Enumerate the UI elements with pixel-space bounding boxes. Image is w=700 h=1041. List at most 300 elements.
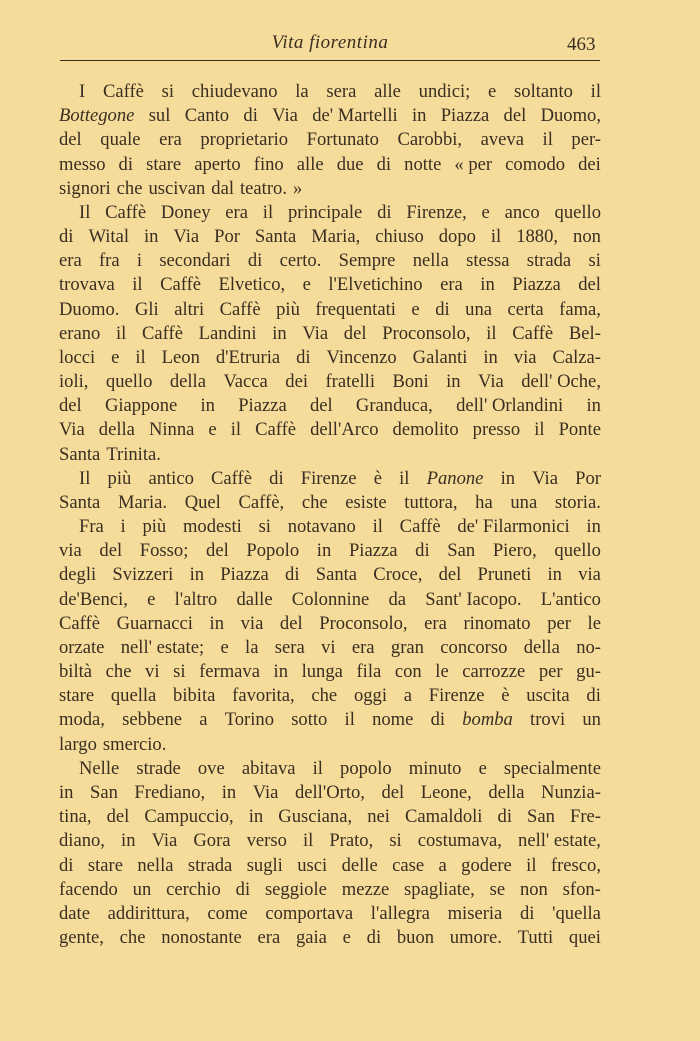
word: notavano xyxy=(287,516,356,538)
text-line xyxy=(59,104,601,128)
word: se xyxy=(489,878,506,900)
word: Trinita. xyxy=(106,443,161,465)
word: Caffè xyxy=(59,612,100,634)
word: Santa xyxy=(59,443,101,465)
word: del xyxy=(309,395,333,417)
word: frequentati xyxy=(315,298,396,320)
text-line xyxy=(59,201,601,225)
word: proprietario xyxy=(200,129,289,151)
word: principale xyxy=(287,201,363,223)
word: il xyxy=(526,854,537,876)
word: in xyxy=(209,612,225,634)
word: Fosso; xyxy=(139,540,189,562)
word: Gli xyxy=(134,298,159,320)
word: fila xyxy=(356,661,382,683)
word: Caffè, xyxy=(238,491,285,513)
word: Popolo xyxy=(246,540,300,562)
word: in xyxy=(483,346,498,368)
word: della xyxy=(488,781,525,803)
text-line xyxy=(59,708,601,732)
word: per- xyxy=(571,129,601,151)
word: Piero, xyxy=(492,540,537,562)
word: teatro. xyxy=(240,177,287,199)
word: Piazza xyxy=(348,540,398,562)
word: Nunzia- xyxy=(541,781,601,803)
word: fama, xyxy=(559,298,601,320)
word: 1880, xyxy=(516,226,559,248)
word: che xyxy=(116,177,143,199)
word: Canto xyxy=(184,105,230,127)
word: Caffè xyxy=(102,81,144,102)
word: in xyxy=(586,395,601,417)
word: sfon- xyxy=(562,878,601,900)
word: Por xyxy=(214,226,240,248)
word: i xyxy=(136,250,143,272)
text-line xyxy=(59,588,601,612)
word: Santa xyxy=(59,491,101,513)
word: il xyxy=(135,346,146,368)
word: Carobbi, xyxy=(397,129,463,151)
word: le xyxy=(587,612,601,634)
word: locci xyxy=(59,346,96,368)
word: da xyxy=(388,588,407,610)
word: era xyxy=(257,927,281,949)
word: comportava xyxy=(265,902,354,924)
word: secondari xyxy=(159,250,231,272)
word: Via xyxy=(532,467,558,489)
word: date xyxy=(59,902,90,924)
word: Granduca, xyxy=(355,395,433,417)
word: erano xyxy=(59,322,101,344)
word: in xyxy=(272,322,287,344)
word: sugli xyxy=(246,854,283,876)
word: L'antico xyxy=(540,588,601,610)
word: Caffè xyxy=(219,298,261,320)
word: Wital xyxy=(88,226,129,248)
word: de' Filarmonici xyxy=(457,516,570,538)
word: seggiole xyxy=(264,878,327,900)
word: del xyxy=(381,781,405,803)
word: l'altro xyxy=(174,588,218,610)
word: dell' Oche, xyxy=(521,371,601,393)
word: spagliate, xyxy=(404,878,475,900)
text-line xyxy=(59,902,601,926)
word: un xyxy=(132,878,152,900)
word: antico xyxy=(148,467,194,489)
word: ove xyxy=(197,757,225,779)
word: che xyxy=(119,927,146,949)
word: è xyxy=(373,467,382,489)
word: di xyxy=(243,105,258,127)
text-line xyxy=(59,636,601,660)
word: dal xyxy=(211,177,234,199)
word: di xyxy=(59,226,74,248)
word: il xyxy=(302,830,314,852)
word: era xyxy=(225,201,248,223)
word: la xyxy=(245,636,259,658)
word: Landini xyxy=(198,322,257,344)
text-line xyxy=(59,370,601,394)
word: ha xyxy=(475,491,493,513)
word: Svizzeri xyxy=(112,564,174,586)
word: Via xyxy=(252,781,279,803)
text-line xyxy=(59,249,601,273)
word: signori xyxy=(59,177,111,199)
word: degli xyxy=(59,564,97,586)
word: « per xyxy=(454,153,493,175)
word: Vacca xyxy=(223,371,268,393)
word: Galanti xyxy=(412,346,468,368)
word: come xyxy=(207,902,248,924)
word: certo. xyxy=(279,250,322,272)
word: demolito xyxy=(392,419,459,441)
text-line xyxy=(59,491,601,515)
word: chiuso xyxy=(375,226,424,248)
word: di xyxy=(235,878,251,900)
word: Piazza xyxy=(440,105,490,127)
italic-word: Panone xyxy=(426,467,484,489)
word: Via xyxy=(478,371,504,393)
word: Campuccio, xyxy=(144,806,234,828)
word: San xyxy=(90,781,118,803)
word: in xyxy=(547,564,562,586)
word: Via xyxy=(173,226,200,248)
word: oggi xyxy=(353,685,387,707)
word: Sempre xyxy=(338,250,396,272)
word: certa xyxy=(507,298,544,320)
word: è xyxy=(501,685,510,707)
word: orzate xyxy=(59,636,105,658)
text-line xyxy=(59,878,601,902)
word: Gora xyxy=(193,830,231,852)
word: Por xyxy=(575,467,601,489)
word: storia. xyxy=(554,491,601,513)
word: due xyxy=(336,153,364,175)
word: cerchio xyxy=(166,878,221,900)
body-text xyxy=(59,80,601,950)
word: rinomato xyxy=(463,612,531,634)
word: più xyxy=(276,298,300,320)
text-line xyxy=(59,225,601,249)
word: smercio. xyxy=(102,733,167,755)
word: sotto xyxy=(291,709,328,731)
word: si xyxy=(588,250,601,272)
word: aveva xyxy=(480,129,524,151)
word: de' Martelli xyxy=(312,105,398,127)
word: di xyxy=(59,854,74,876)
word: Caffè xyxy=(255,419,297,441)
word: Camaldoli xyxy=(404,806,483,828)
word: lunga xyxy=(301,661,343,683)
word: notte xyxy=(404,153,442,175)
word: San xyxy=(527,806,555,828)
word: il xyxy=(486,322,497,344)
text-line xyxy=(59,781,601,805)
word: umore. xyxy=(449,927,502,949)
word: Elvetico, xyxy=(218,274,286,296)
word: aperto xyxy=(194,153,241,175)
word: delle xyxy=(341,854,378,876)
word: largo xyxy=(59,733,97,755)
word: sera xyxy=(326,81,357,102)
word: nome xyxy=(372,709,414,731)
word: la xyxy=(295,81,309,102)
word: Caffè xyxy=(399,516,441,538)
word: Caffè xyxy=(160,274,202,296)
word: era xyxy=(159,129,182,151)
word: e xyxy=(302,274,311,296)
word: Fre- xyxy=(570,806,601,828)
word: non xyxy=(573,226,601,248)
word: strada xyxy=(526,250,572,272)
word: Piazza xyxy=(220,564,269,586)
word: e xyxy=(111,346,120,368)
word: e xyxy=(208,419,217,441)
word: Frediano, xyxy=(134,781,206,803)
word: Quel xyxy=(184,491,221,513)
word: undici; xyxy=(418,81,471,102)
text-line xyxy=(59,805,601,829)
word: alle xyxy=(296,153,324,175)
word: fermava xyxy=(199,661,260,683)
word: in xyxy=(500,467,516,489)
word: Proconsolo, xyxy=(382,322,471,344)
word: quella xyxy=(110,685,157,707)
word: fratelli xyxy=(325,371,376,393)
word: il xyxy=(372,516,383,538)
word: l'Elvetichino xyxy=(328,274,423,296)
word: gran xyxy=(390,636,424,658)
italic-word: Bottegone xyxy=(59,105,135,127)
word: trovava xyxy=(59,274,115,296)
page-header xyxy=(60,30,600,61)
word: via xyxy=(240,612,264,634)
word: del xyxy=(438,564,462,586)
word: in xyxy=(143,226,159,248)
word: dopo xyxy=(438,226,476,248)
word: Via xyxy=(151,830,178,852)
word: si xyxy=(258,516,271,538)
word: e xyxy=(220,636,229,658)
word: di xyxy=(497,806,512,828)
word: a xyxy=(403,685,413,707)
word: il xyxy=(132,274,143,296)
word: Caffè xyxy=(142,322,183,344)
word: nell' estate, xyxy=(518,830,601,852)
word: stare xyxy=(146,153,182,175)
word: una xyxy=(510,491,538,513)
word: Santa xyxy=(254,226,297,248)
word: il xyxy=(262,201,274,223)
text-line xyxy=(59,612,601,636)
word: Leon xyxy=(161,346,200,368)
word: si xyxy=(173,661,186,683)
word: addirittura, xyxy=(107,902,190,924)
word: il xyxy=(542,129,553,151)
word: in xyxy=(59,781,74,803)
word: uscita xyxy=(526,685,570,707)
word: Caffè xyxy=(105,201,147,223)
word: Torino xyxy=(224,709,274,731)
word: case xyxy=(392,854,425,876)
word: gente, xyxy=(59,927,104,949)
text-line xyxy=(59,684,601,708)
word: che xyxy=(311,685,338,707)
word: uscivan xyxy=(148,177,206,199)
word: si xyxy=(389,830,402,852)
page-number: 463 xyxy=(567,34,596,55)
word: un xyxy=(582,709,601,731)
word: Firenze xyxy=(428,685,485,707)
word: esiste xyxy=(345,491,387,513)
word: I xyxy=(79,81,86,102)
word: Il xyxy=(79,467,91,489)
word: e xyxy=(411,298,420,320)
word: che xyxy=(301,491,328,513)
word: sera xyxy=(274,636,305,658)
word: e xyxy=(481,201,490,223)
word: stare xyxy=(87,854,123,876)
word: gaia xyxy=(295,927,327,949)
word: popolo xyxy=(340,757,392,779)
word: biltà xyxy=(59,661,93,683)
word: costumava, xyxy=(417,830,502,852)
text-line xyxy=(59,854,601,878)
word: del xyxy=(106,806,130,828)
word: carrozze xyxy=(462,661,526,683)
word: si xyxy=(161,81,175,102)
word: strade xyxy=(136,757,181,779)
word: abitava xyxy=(241,757,296,779)
word: concorso xyxy=(440,636,508,658)
word: » xyxy=(292,177,303,199)
word: dell' Orlandini xyxy=(456,395,564,417)
word: soltanto xyxy=(514,81,573,102)
word: di xyxy=(376,153,392,175)
word: Proconsolo, xyxy=(319,612,408,634)
word: tina, xyxy=(59,806,92,828)
word: Maria. xyxy=(117,491,168,513)
word: presso xyxy=(472,419,521,441)
word: Fra xyxy=(79,516,104,538)
word: Caffè xyxy=(512,322,554,344)
text-line xyxy=(59,563,601,587)
word: Il xyxy=(79,201,91,223)
word: Giappone xyxy=(104,395,178,417)
word: di xyxy=(435,298,450,320)
word: Santa xyxy=(315,564,358,586)
word: ioli, xyxy=(59,371,89,393)
word: Via xyxy=(59,419,85,441)
text-line xyxy=(59,539,601,563)
word: era xyxy=(351,636,375,658)
word: Via xyxy=(272,105,298,127)
word: di xyxy=(377,201,392,223)
word: Boni xyxy=(392,371,429,393)
word: il xyxy=(490,226,502,248)
word: Calza- xyxy=(552,346,601,368)
word: diano, xyxy=(59,830,105,852)
word: via xyxy=(578,564,601,586)
word: di xyxy=(296,346,311,368)
word: Duomo. xyxy=(59,298,120,320)
word: della xyxy=(169,371,206,393)
word: stare xyxy=(59,685,95,707)
text-line xyxy=(59,829,601,853)
word: Tutti xyxy=(517,927,554,949)
word: comodo xyxy=(505,153,566,175)
word: chiudevano xyxy=(191,81,278,102)
italic-word: bomba xyxy=(462,709,513,731)
word: del xyxy=(343,322,367,344)
word: anco xyxy=(504,201,540,223)
word: via xyxy=(59,540,82,562)
word: mezze xyxy=(341,878,390,900)
word: era xyxy=(424,612,447,634)
word: dell'Arco xyxy=(310,419,379,441)
word: buon xyxy=(396,927,435,949)
word: quello xyxy=(105,371,153,393)
word: più xyxy=(107,467,132,489)
word: di xyxy=(586,685,601,707)
word: nella xyxy=(137,854,174,876)
word: a xyxy=(199,709,208,731)
word: trovi xyxy=(530,709,566,731)
word: e xyxy=(342,927,351,949)
word: del xyxy=(578,274,601,296)
word: tuttora, xyxy=(404,491,458,513)
word: fresco, xyxy=(550,854,601,876)
word: nell' estate; xyxy=(120,636,205,658)
word: Caffè xyxy=(211,467,252,489)
word: con xyxy=(394,661,422,683)
word: fra xyxy=(98,250,120,272)
text-line xyxy=(59,273,601,297)
word: Ponte xyxy=(558,419,601,441)
word: facendo xyxy=(59,878,118,900)
word: del xyxy=(279,612,303,634)
word: sul xyxy=(148,105,171,127)
word: di xyxy=(415,540,430,562)
text-line xyxy=(59,80,601,104)
word: gu- xyxy=(576,661,601,683)
text-line xyxy=(59,515,601,539)
word: Pruneti xyxy=(477,564,532,586)
word: via xyxy=(513,346,537,368)
word: di xyxy=(519,902,535,924)
word: in xyxy=(273,661,289,683)
word: sebbene xyxy=(122,709,183,731)
word: verso xyxy=(246,830,287,852)
text-line xyxy=(59,926,601,950)
text-line xyxy=(59,177,601,201)
word: messo xyxy=(59,153,106,175)
word: Duomo, xyxy=(540,105,601,127)
text-line xyxy=(59,394,601,418)
word: nei xyxy=(367,806,390,828)
word: quello xyxy=(554,540,601,562)
word: e xyxy=(488,81,497,102)
word: Nelle xyxy=(79,757,120,779)
word: Ninna xyxy=(148,419,195,441)
word: de'Benci, xyxy=(59,588,128,610)
running-title: Vita fiorentina xyxy=(271,32,389,53)
word: fino xyxy=(253,153,284,175)
word: in xyxy=(121,830,136,852)
text-line xyxy=(59,660,601,684)
word: usci xyxy=(297,854,328,876)
word: dei xyxy=(285,371,308,393)
